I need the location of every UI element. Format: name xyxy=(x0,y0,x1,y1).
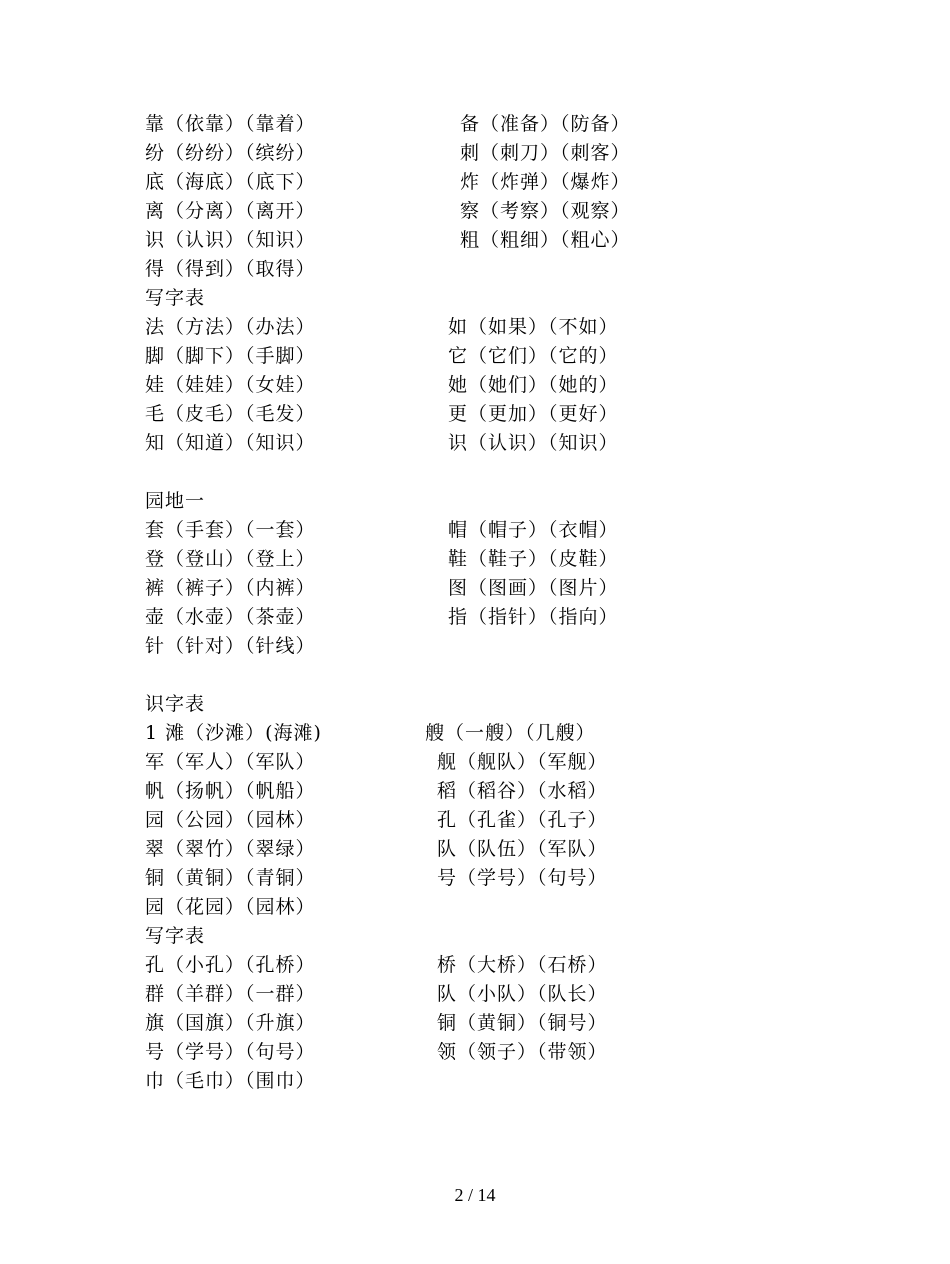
vocab-line: 旗（国旗）（升旗） xyxy=(145,1012,316,1034)
vocab-line: 察（考察）（观察） xyxy=(460,200,631,222)
section-heading: 写字表 xyxy=(145,287,206,309)
vocab-line: 知（知道）（知识） xyxy=(145,432,316,454)
page-number: 2 / 14 xyxy=(454,1185,496,1205)
vocab-line: 园（花园）（园林） xyxy=(145,896,316,918)
vocab-line: 离（分离）（离开） xyxy=(145,200,316,222)
vocab-line: 铜（黄铜）（青铜） xyxy=(145,867,316,889)
vocab-line: 壶（水壶）（茶壶） xyxy=(145,606,316,628)
vocab-line: 纷（纷纷）（缤纷） xyxy=(145,142,316,164)
section-heading: 识字表 xyxy=(145,693,206,715)
vocab-line: 法（方法）（办法） xyxy=(145,316,316,338)
vocab-line: 艘（一艘）（几艘） xyxy=(425,722,596,744)
vocab-line: 识（认识）（知识） xyxy=(145,229,316,251)
vocab-line: 它（它们）（它的） xyxy=(448,345,619,367)
vocab-line: 如（如果）（不如） xyxy=(448,316,619,338)
vocab-line: 稻（稻谷）（水稻） xyxy=(437,780,608,802)
vocab-line: 队（小队）（队长） xyxy=(437,983,608,1005)
vocab-line: 领（领子）（带领） xyxy=(437,1041,608,1063)
vocab-line: 更（更加）（更好） xyxy=(448,403,619,425)
vocab-line: 粗（粗细）（粗心） xyxy=(460,229,631,251)
vocab-line: 刺（刺刀）（刺客） xyxy=(460,142,631,164)
vocab-line: 毛（皮毛）（毛发） xyxy=(145,403,316,425)
vocab-line: 脚（脚下）（手脚） xyxy=(145,345,316,367)
vocab-line: 孔（孔雀）（孔子） xyxy=(437,809,608,831)
vocab-line: 翠（翠竹）（翠绿） xyxy=(145,838,316,860)
vocab-line: 号（学号）（句号） xyxy=(145,1041,316,1063)
vocab-line: 她（她们）（她的） xyxy=(448,374,619,396)
vocab-line: 1 滩（沙滩）(海滩) xyxy=(145,722,322,744)
vocab-line: 孔（小孔）（孔桥） xyxy=(145,954,316,976)
vocab-line: 炸（炸弹）（爆炸） xyxy=(460,171,631,193)
vocab-line: 图（图画）（图片） xyxy=(448,577,619,599)
vocab-line: 针（针对）（针线） xyxy=(145,635,316,657)
vocab-line: 军（军人）（军队） xyxy=(145,751,316,773)
vocab-line: 园（公园）（园林） xyxy=(145,809,316,831)
vocab-line: 靠（依靠）（靠着） xyxy=(145,113,316,135)
vocab-line: 帆（扬帆）（帆船） xyxy=(145,780,316,802)
vocab-line: 鞋（鞋子）（皮鞋） xyxy=(448,548,619,570)
vocab-line: 群（羊群）（一群） xyxy=(145,983,316,1005)
vocab-line: 帽（帽子）（衣帽） xyxy=(448,519,619,541)
vocab-line: 巾（毛巾）（围巾） xyxy=(145,1070,316,1092)
vocab-line: 队（队伍）（军队） xyxy=(437,838,608,860)
vocab-line: 识（认识）（知识） xyxy=(448,432,619,454)
vocab-line: 裤（裤子）（内裤） xyxy=(145,577,316,599)
section-heading: 写字表 xyxy=(145,925,206,947)
vocab-line: 舰（舰队）（军舰） xyxy=(437,751,608,773)
vocab-line: 底（海底）（底下） xyxy=(145,171,316,193)
vocab-line: 得（得到）（取得） xyxy=(145,258,316,280)
vocab-line: 铜（黄铜）（铜号） xyxy=(437,1012,608,1034)
vocab-line: 指（指针）（指向） xyxy=(448,606,619,628)
vocab-line: 套（手套）（一套） xyxy=(145,519,316,541)
vocab-line: 备（准备）（防备） xyxy=(460,113,631,135)
vocab-line: 号（学号）（句号） xyxy=(437,867,608,889)
vocab-line: 桥（大桥）（石桥） xyxy=(437,954,608,976)
vocab-line: 登（登山）（登上） xyxy=(145,548,316,570)
section-heading: 园地一 xyxy=(145,490,206,512)
vocab-line: 娃（娃娃）（女娃） xyxy=(145,374,316,396)
